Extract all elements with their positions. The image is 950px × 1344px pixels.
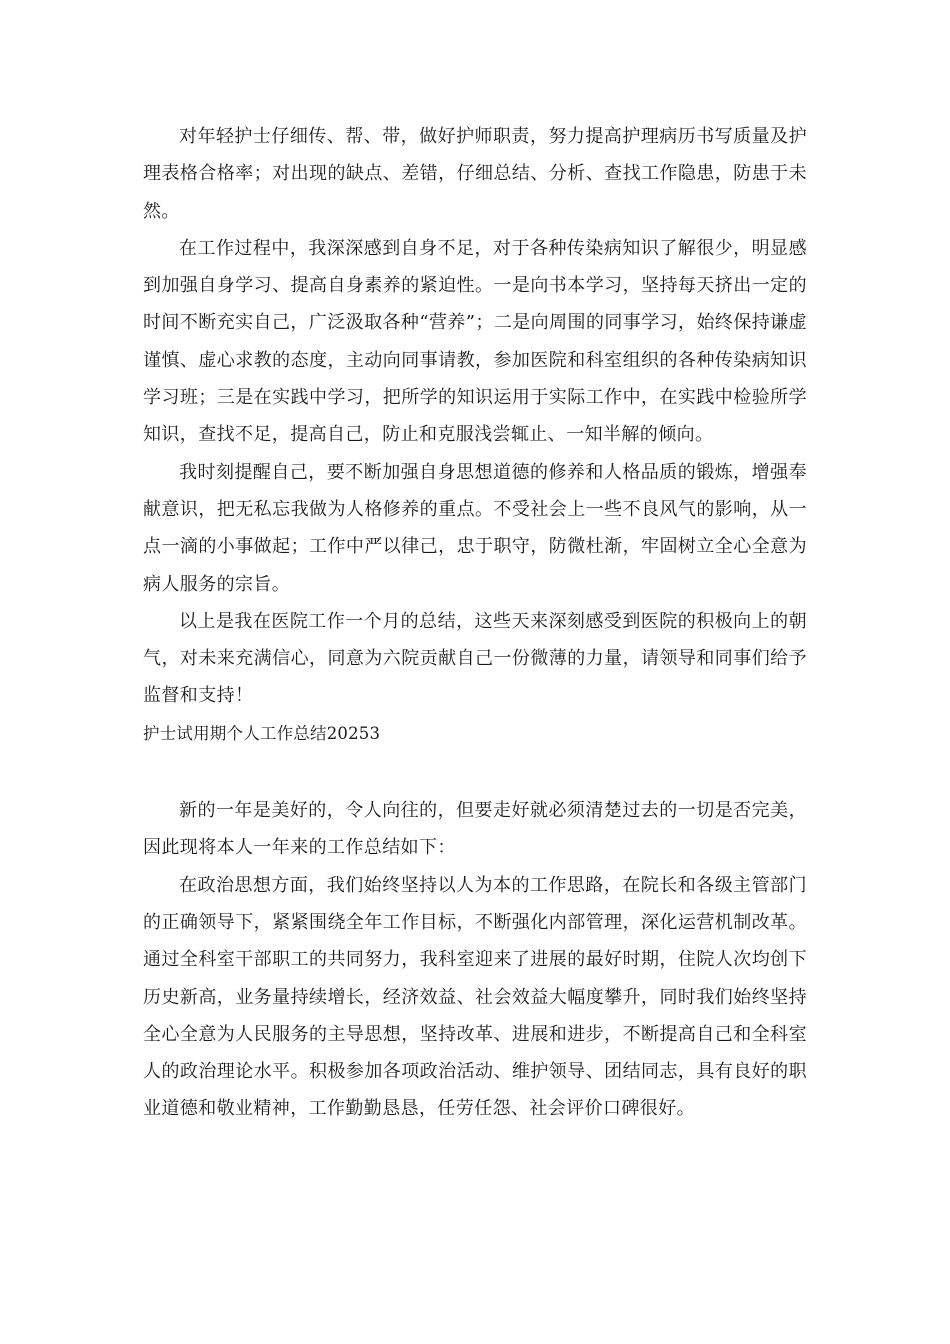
paragraph: 以上是我在医院工作一个月的总结，这些天来深刻感受到医院的积极向上的朝气，对未来充满信心，同意为六院贡献自己一份微薄的力量，请领导和同事们给予监督和支持！ xyxy=(143,610,807,707)
paragraph: 我时刻提醒自己，要不断加强自身思想道德的修养和人格品质的锻炼，增强奉献意识，把无私忘我做为人格修养的重点。不受社会上一些不良风气的影响，从一点一滴的小事做起；工作中严以律己，忠于职守，防微杜渐，牢固树立全心全意为病人服务的宗旨。 xyxy=(143,461,807,595)
paragraph: 新的一年是美好的，令人向往的，但要走好就必须清楚过去的一切是否完美，因此现将本人一年来的工作总结如下： xyxy=(143,800,807,859)
section-heading: 护士试用期个人工作总结20253 xyxy=(143,723,381,743)
blank-line xyxy=(143,752,807,792)
paragraph: 对年轻护士仔细传、帮、带，做好护师职责，努力提高护理病历书写质量及护理表格合格率；对出现的缺点、差错，仔细总结、分析、查找工作隐患，防患于未然。 xyxy=(143,126,807,222)
document-body xyxy=(143,118,807,1128)
paragraph: 在政治思想方面，我们始终坚持以人为本的工作思路，在院长和各级主管部门的正确领导下，紧紧围绕全年工作目标，不断强化内部管理，深化运营机制改革。通过全科室干部职工的共同努力，我科室迎来了进展的最好时期，住院人次均创下历史新高，业务量持续增长，经济效益、社会效益大幅度攀升，同时我们始终坚持全心全意为人民服务的主导思想，坚持改革、进展和进步，不断提高自己和全科室人的政治理论水平。积极参加各项政治活动、维护领导、团结同志，具有良好的职业道德和敬业精神，工作勤勤恳恳，任劳任怨、社会评价口碑很好。 xyxy=(143,874,807,1120)
paragraph: 在工作过程中，我深深感到自身不足，对于各种传染病知识了解很少，明显感到加强自身学习、提高自身素养的紧迫性。一是向书本学习，坚持每天挤出一定的时间不断充实自己，广泛汲取各种“营养”；二是向周围的同事学习，始终保持谦虚谨慎、虚心求教的态度，主动向同事请教，参加医院和科室组织的各种传染病知识学习班；三是在实践中学习，把所学的知识运用于实际工作中，在实践中检验所学知识，查找不足，提高自己，防止和克服浅尝辄止、一知半解的倾向。 xyxy=(143,237,807,446)
